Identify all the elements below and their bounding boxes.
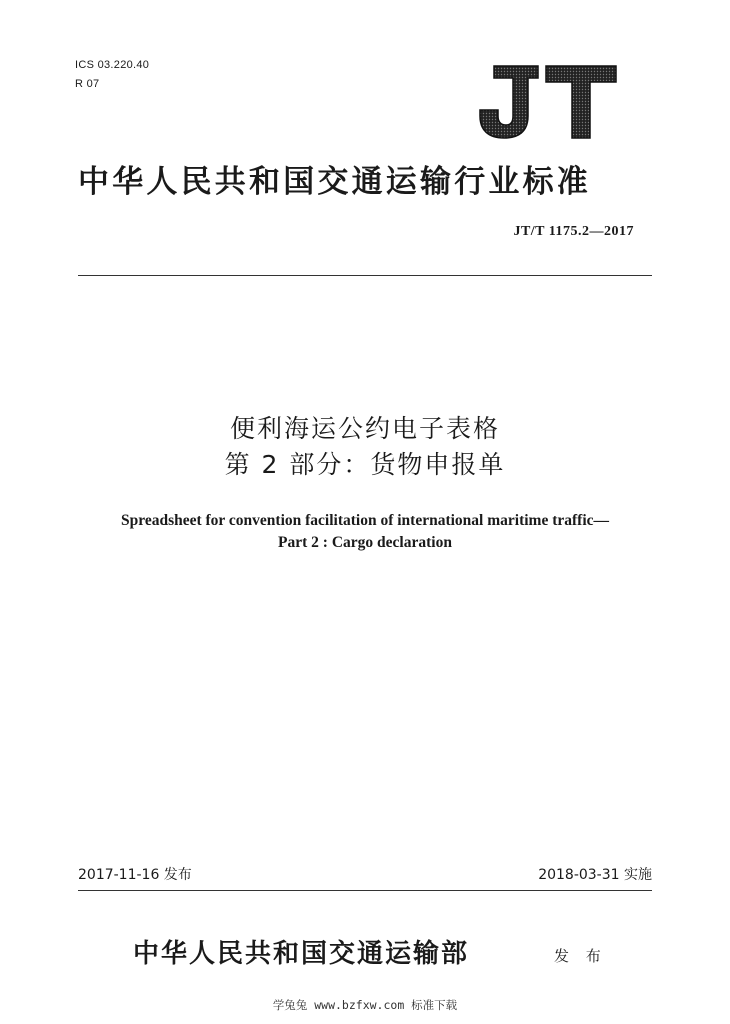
issuing-ministry: 中华人民共和国交通运输部: [133, 939, 470, 969]
bottom-divider: [78, 890, 652, 891]
issue-date: 2017-11-16 发布: [78, 867, 192, 883]
english-title-line-2: Part 2 : Cargo declaration: [278, 534, 452, 551]
standard-number: JT/T 1175.2—2017: [513, 224, 634, 239]
top-divider: [78, 275, 652, 276]
publish-label: 发 布: [554, 947, 607, 965]
jt-logo: [476, 64, 618, 140]
english-title-line-1: Spreadsheet for convention facilitation of international maritime traffic—: [120, 512, 610, 529]
chinese-title-line-2: 第 2 部分：货物申报单: [224, 450, 506, 479]
chinese-title-line-1: 便利海运公约电子表格: [229, 414, 500, 443]
classification-code: R 07: [75, 78, 100, 90]
implementation-date: 2018-03-31 实施: [538, 867, 652, 883]
industry-standard-title: 中华人民共和国交通运输行业标准: [78, 164, 591, 200]
watermark: 学兔兔 www.bzfxw.com 标准下载: [272, 998, 458, 1012]
ics-code: ICS 03.220.40: [75, 59, 150, 71]
